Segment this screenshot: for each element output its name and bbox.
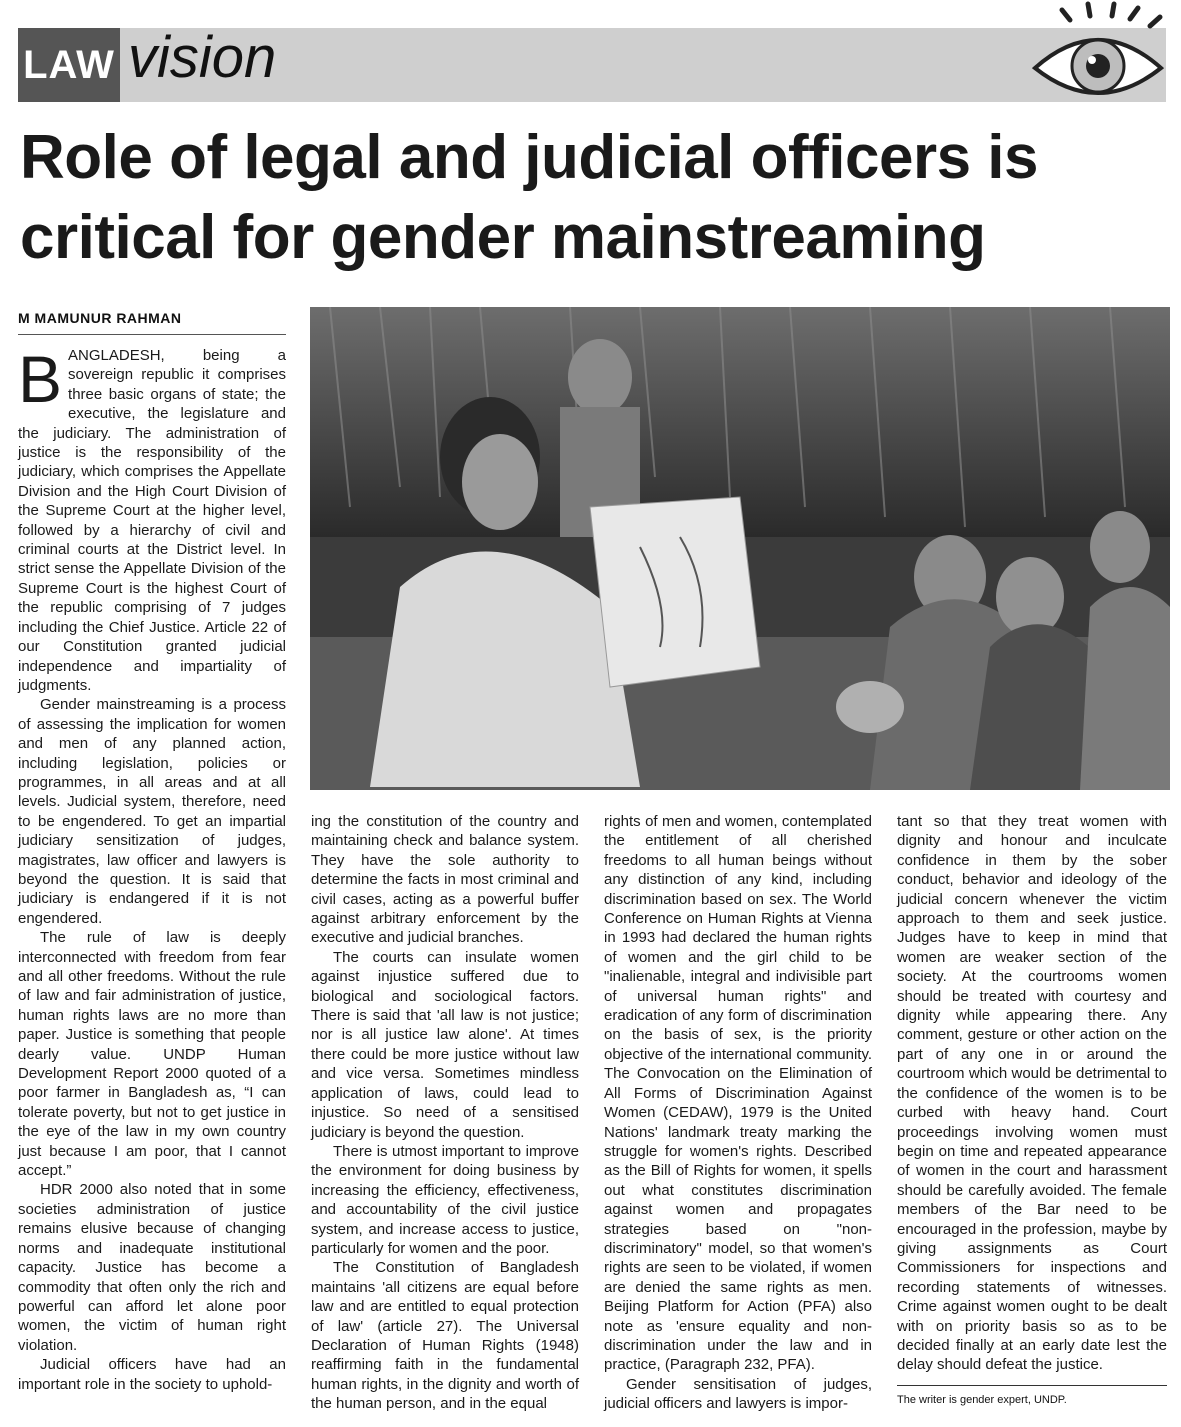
article-column-2 <box>311 812 579 1414</box>
paragraph <box>18 342 286 695</box>
eye-icon <box>1020 0 1170 118</box>
article-column-1 <box>18 342 286 1394</box>
paragraph: tant so that they treat women with dignity and honour and inculcate confidence in them by the sober conduct, behavior and ideology of the judicial concern whenever the victim approach to them and seek justice. Judges have to keep in mind that women are weaker section of the society. At the courtrooms women should be treated with courtesy and dignity while appearing there. Any comment, gesture or other action on the part of any one in or around the courtroom which would be detrimental to the confidence of the women is to be curbed with heavy hand. Court proceedings involving women must begin on time and repeated appearance of women in the court and harassment should be carefully avoided. The female members of the Bar need to be encouraged in the profession, maybe by giving assignments as Court Commissioners for inspections and recording statements of witnesses. Crime against women ought to be dealt with on priority basis so as to be decided finally at an early date lest the delay should defeat the justice. <box>897 813 1167 1374</box>
paragraph: rights of men and women, contemplated the entitlement of all cherished freedoms to all human beings without any distinction of any kind, including discrimination based on sex. The World Conference on Human Rights at Vienna in 1993 had declared the human rights of women and the girl child to be "inalienable, integral and indivisible part of universal human rights" and eradication of any form of discrimination on the basis of sex, is the priority objective of the international community. The Convocation on the Elimination of All Forms of Discrimination Against Women (CEDAW), 1979 is the United Nations' landmark treaty marking the struggle for women's rights. Described as the Bill of Rights for women, it spells out what constitutes discrimination against women and propagates strategies based on "non-discriminatory" model, so that women's rights are seen to be violated, if women are denied the same rights as men. Beijing Platform for Action (PFA) also note as 'ensure equality and non-discrimination under the law and in practice, (Paragraph 232, PFA). <box>604 813 872 1374</box>
section-label-law: LAW <box>18 28 120 102</box>
paragraph: Judicial officers have had an important role in the society to uphold- <box>18 1356 286 1393</box>
headline: Role of legal and judicial officers is critical for gender mainstreaming <box>20 123 1039 272</box>
drop-cap: B <box>18 342 63 416</box>
paragraph: Gender sensitisation of judges, judicial officers and lawyers is impor- <box>604 1375 872 1413</box>
paragraph: The rule of law is deeply interconnected with freedom from fear and all other freedoms. Without the rule of law and fair administration of justice, human rights laws are no more than paper. Justice is something that people dearly value. UNDP Human Development Report 2000 quoted of a poor farmer in Bangladesh as, “I can tolerate poverty, but not to get justice in the eye of the law in my own country just because I am poor, that I cannot accept.” <box>18 929 286 1180</box>
paragraph: HDR 2000 also noted that in some societies administration of justice remains elusive because of changing norms and inadequate institutional capacity. Justice has become a commodity that often only the rich and powerful can afford let alone poor women, the victim of human right violation. <box>18 1181 286 1354</box>
lead-text: ANGLADESH, being a sovereign republic it comprises three basic organs of state; the executive, the legislature and the judiciary. The administration of justice is the responsibility of the judiciary, which comprises the Appellate Division and the High Court Division of the Supreme Court at the higher level, followed by a hierarchy of civil and criminal courts at the District level. In strict sense the Appellate Division of the Supreme Court is the highest Court of the republic comprising of 7 judges including the Chief Justice. Article 22 of our Constitution granted judicial independence and impartiality of judgments. <box>18 347 286 694</box>
article-column-3 <box>604 812 872 1414</box>
article-column-4 <box>897 812 1167 1375</box>
byline: M MAMUNUR RAHMAN <box>18 310 182 326</box>
article-photo <box>310 307 1170 790</box>
byline-divider <box>18 334 286 335</box>
paragraph: The Constitution of Bangladesh maintains 'all citizens are equal before law and are entitled to equal protection of law' (article 27). The Universal Declaration of Human Rights (1948) reaffirming faith in the fundamental human rights, in the dignity and worth of the human person, and in the equal <box>311 1259 579 1413</box>
section-label-vision: vision <box>128 25 277 90</box>
paragraph: Gender mainstreaming is a process of assessing the implication for women and men of any planned action, including legislation, policies or programmes, in all areas and at all levels. Judicial system, therefore, need to be engendered. To get an impartial judiciary sensitization of judges, magistrates, law officer and lawyers is beyond the question. It is said that judiciary is endangered if it is not engendered. <box>18 696 286 927</box>
paragraph: There is utmost important to improve the environment for doing business by increasing the efficiency, effectiveness, and accountability of the civil justice system, and increase access to justice, particularly for women and the poor. <box>311 1142 579 1257</box>
footnote-divider <box>897 1385 1167 1386</box>
paragraph: ing the constitution of the country and maintaining check and balance system. They have the sole authority to determine the facts in most criminal and civil cases, acting as a powerful buffer against arbitrary enforcement by the executive and judicial branches. <box>311 813 579 947</box>
paragraph: The courts can insulate women against injustice suffered due to biological and sociological factors. There is said that 'all law is not justice; nor is all justice law alone'. At times there could be more justice without law and vice versa. Sometimes mindless application of laws, could lead to injustice. So need of a sensitised judiciary is beyond the question. <box>311 948 579 1141</box>
author-note: The writer is gender expert, UNDP. <box>897 1394 1067 1406</box>
